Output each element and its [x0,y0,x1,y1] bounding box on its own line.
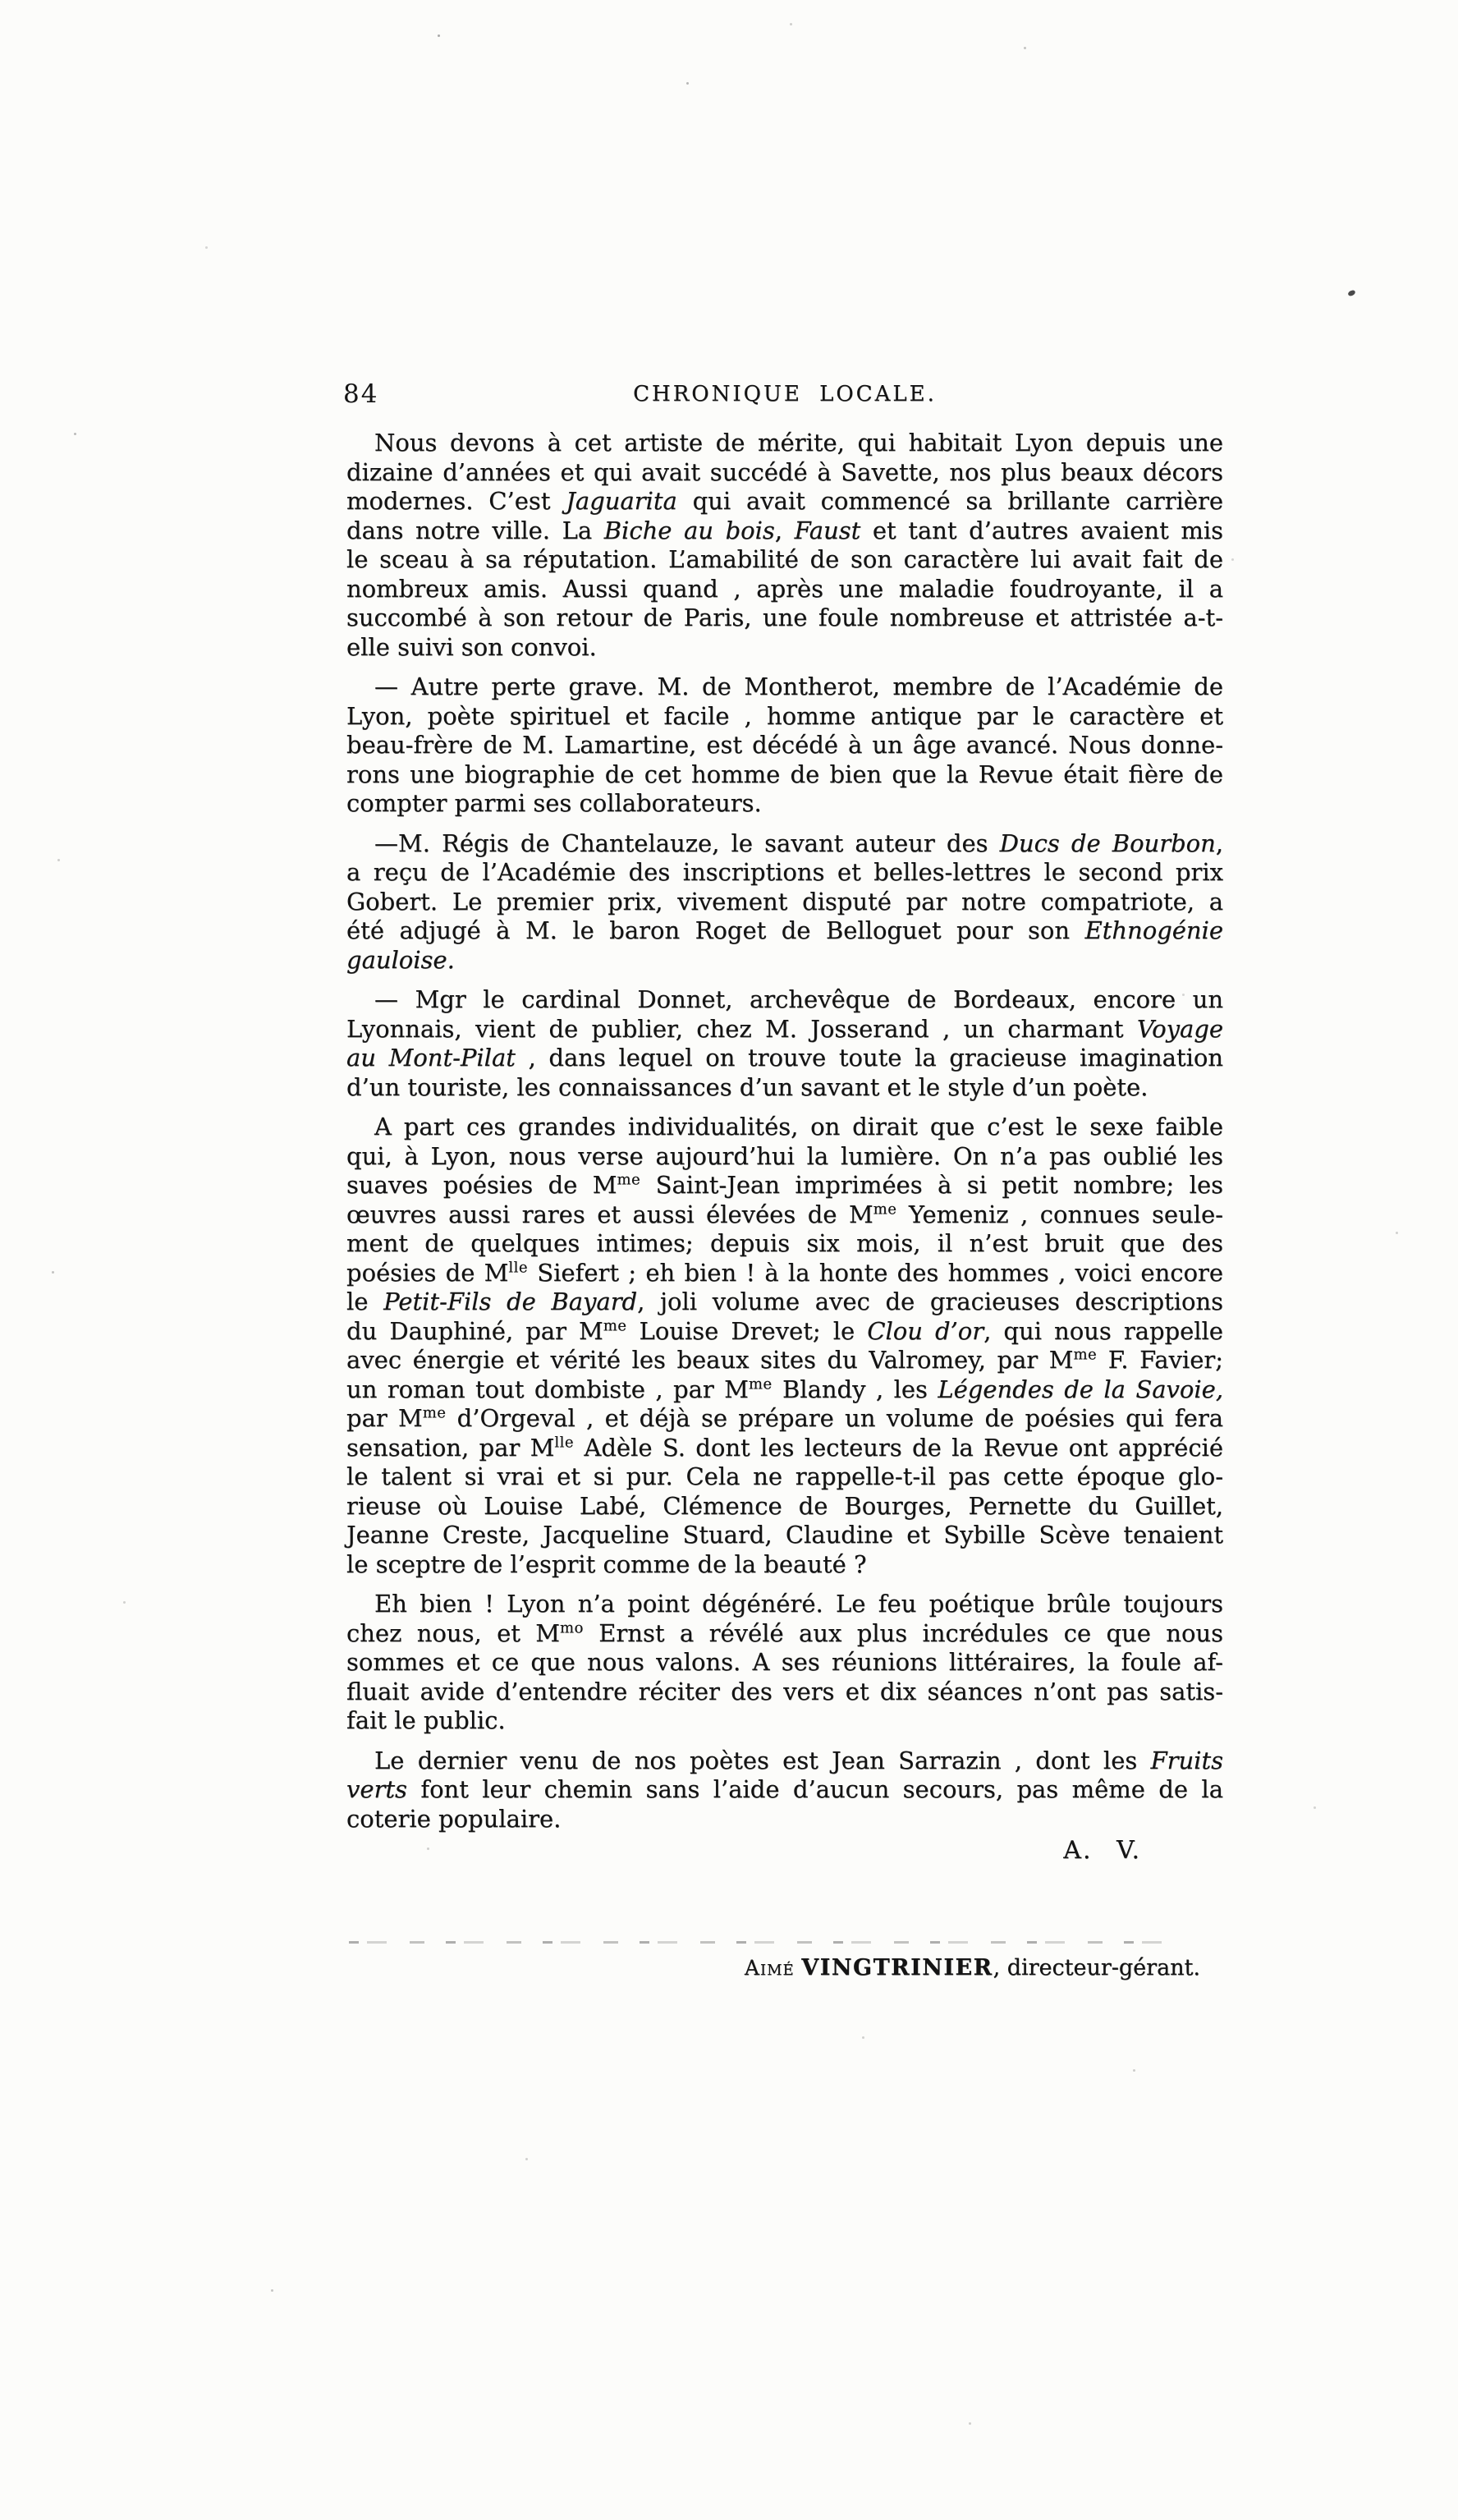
text-line [346,1462,1223,1492]
italic-text: Petit-Fils de Bayard [383,1288,638,1315]
text-segment: , [774,516,795,544]
imprint-line [346,1954,1223,1982]
editor-last-name: VINGTRINIER [801,1955,993,1981]
text-segment: fait le public. [346,1706,506,1734]
text-segment: — Mgr le cardinal Donnet, archevêque de Bordeaux, encore un [374,985,1223,1013]
text-line [346,1288,1223,1317]
text-segment: elle suivi son convoi. [346,632,597,661]
italic-text: Voyage [1136,1014,1223,1043]
page-title: CHRONIQUE LOCALE. [633,382,937,406]
text-segment: coterie populaire. [346,1804,562,1833]
paragraph [346,829,1223,975]
text-line [346,1317,1223,1347]
paragraph [346,672,1223,819]
text-line [346,1805,1223,1834]
text-line [346,1171,1223,1200]
text-segment: Eh bien ! Lyon n’a point dégénéré. Le feu poétique brûle toujours [374,1590,1223,1618]
text-line [346,1229,1223,1259]
text-segment: nombreux amis. Aussi quand , après une maladie foudroyante, il a [346,574,1223,603]
text-line [346,575,1223,604]
italic-text: Ducs de Bourbon [999,829,1216,857]
text-line [346,487,1223,516]
italic-text: gauloise. [346,945,455,974]
text-line [346,429,1223,458]
text-segment: modernes. C’est [346,487,566,515]
text-segment: été adjugé à M. le baron Roget de Belloguet pour son [346,916,1085,944]
text-segment: sommes et ce que nous valons. A ses réunions littéraires, la foule af- [346,1648,1223,1676]
text-segment: Saint-Jean imprimées à si petit nombre; les [640,1171,1223,1199]
text-segment: qui, à Lyon, nous verse aujourd’hui la lumière. On n’a pas oublié les [346,1141,1223,1170]
superscript-text: me [422,1404,447,1422]
italic-text: Faust [794,516,861,544]
text-segment: A part ces grandes individualités, on dirait que c’est le sexe faible [374,1113,1223,1141]
superscript-text: me [603,1316,627,1334]
text-segment: Gobert. Le premier prix, vivement disputé par notre compatriote, a [346,887,1223,916]
italic-text: au Mont-Pilat [346,1044,516,1072]
text-segment: , joli volume avec de gracieuses descriptions [637,1288,1223,1315]
text-line [346,1648,1223,1678]
superscript-text: me [1073,1346,1098,1364]
text-line [346,916,1223,946]
text-segment: par M [346,1404,423,1432]
text-segment: Yemeniz , connues seule- [896,1200,1223,1228]
italic-text: verts [346,1775,407,1803]
italic-text: Clou d’or [867,1316,984,1345]
superscript-text: mo [559,1618,584,1636]
text-segment: succombé à son retour de Paris, une foule nombreuse et attristée a-t- [346,604,1223,631]
text-segment: un roman tout dombiste , par M [346,1375,749,1403]
text-segment: , dans lequel on trouve toute la gracieuse imagination [515,1044,1223,1072]
superscript-text: me [748,1375,773,1393]
editor-role: , directeur-gérant. [993,1955,1200,1981]
text-segment: —M. Régis de Chantelauze, le savant auteur des [374,829,1000,857]
text-line [346,702,1223,732]
text-segment: dans notre ville. La [346,516,604,544]
text-line [346,829,1223,859]
text-segment: Jeanne Creste, Jacqueline Stuard, Claudine et Sybille Scève tenaient [346,1521,1223,1549]
text-segment: rieuse où Louise Labé, Clémence de Bourges, Pernette du Guillet, [346,1491,1223,1520]
text-segment: sensation, par M [346,1433,555,1462]
superscript-text: lle [508,1258,529,1276]
text-segment: — Autre perte grave. M. de Montherot, membre de l’Académie de [374,672,1223,700]
article-body [346,429,1223,1844]
text-segment: font leur chemin sans l’aide d’aucun secours, pas même de la [406,1775,1223,1803]
italic-text: Jaguarita [566,487,677,515]
scan-specks [0,0,2,2]
text-line [346,1015,1223,1044]
text-segment: , qui nous rappelle [983,1316,1223,1345]
italic-text: Biche au bois [603,516,775,544]
text-segment: qui avait commencé sa brillante carrière [676,487,1223,515]
text-line [346,1200,1223,1230]
italic-text: Légendes de la Savoie, [938,1375,1223,1403]
text-segment: dizaine d’années et qui avait succédé à Savette, nos plus beaux décors [346,457,1223,486]
text-segment: le talent si vrai et si pur. Cela ne rappelle-t-il pas cette époque glo- [346,1462,1223,1490]
text-line [346,1706,1223,1736]
text-segment: Blandy , les [772,1375,938,1403]
text-segment: le sceptre de l’esprit comme de la beauté ? [346,1549,867,1578]
text-segment: F. Favier; [1097,1346,1223,1374]
ink-mark [1347,290,1356,297]
text-line [346,672,1223,702]
text-segment: et tant d’autres avaient mis [860,516,1223,544]
text-line [346,1678,1223,1707]
text-segment: chez nous, et M [346,1618,560,1647]
text-segment: ment de quelques intimes; depuis six mois, il n’est bruit que des [346,1229,1223,1257]
text-line [346,888,1223,917]
text-segment: , [1215,829,1223,857]
text-segment: Le dernier venu de nos poètes est Jean Sarrazin , dont les [374,1746,1151,1774]
separator-rule [349,1941,1180,1944]
paragraph [346,1113,1223,1579]
text-line [346,985,1223,1015]
author-initials: A. V. [1063,1836,1141,1865]
text-line [346,789,1223,819]
paragraph [346,429,1223,662]
text-segment: Lyon, poète spirituel et facile , homme antique par le caractère et [346,701,1223,730]
page-number: 84 [343,379,379,409]
editor-first-name: Aimé [744,1956,795,1980]
text-segment: le [346,1288,384,1315]
text-segment: du Dauphiné, par M [346,1316,603,1345]
running-head [343,379,1223,409]
text-line [346,1619,1223,1649]
text-line [346,1434,1223,1463]
text-segment: d’Orgeval , et déjà se prépare un volume de poésies qui fera [446,1404,1223,1432]
text-segment: suaves poésies de M [346,1171,617,1199]
text-segment: compter parmi ses collaborateurs. [346,789,762,817]
text-line [346,1259,1223,1288]
text-line [346,1142,1223,1172]
text-segment: poésies de M [346,1258,509,1287]
text-line [346,1375,1223,1405]
text-line [346,760,1223,790]
text-segment: Ernst a révélé aux plus incrédules ce que nous [583,1618,1223,1647]
text-segment: fluait avide d’entendre réciter des vers et dix séances n’ont pas satis- [346,1677,1223,1705]
text-line [346,545,1223,575]
text-segment: a reçu de l’Académie des inscriptions et belles-lettres le second prix [346,858,1223,886]
text-line [346,946,1223,975]
text-line [346,858,1223,888]
text-line [346,1073,1223,1103]
text-line [346,1492,1223,1522]
text-line [346,633,1223,663]
paragraph [346,1590,1223,1736]
text-line [346,604,1223,633]
paragraph [346,985,1223,1102]
superscript-text: me [617,1171,641,1189]
text-line [346,1044,1223,1073]
text-line [346,731,1223,760]
superscript-text: me [873,1200,897,1218]
italic-text: Ethnogénie [1084,916,1223,944]
text-line [346,516,1223,546]
text-segment: rons une biographie de cet homme de bien que la Revue était fière de [346,760,1223,788]
text-line [346,1404,1223,1434]
text-segment: Lyonnais, vient de publier, chez M. Josserand , un charmant [346,1014,1137,1043]
text-line [346,1747,1223,1776]
text-segment: le sceau à sa réputation. L’amabilité de son caractère lui avait fait de [346,545,1223,573]
text-segment: Nous devons à cet artiste de mérite, qui habitait Lyon depuis une [374,429,1223,457]
text-line [346,1775,1223,1805]
text-line [346,1550,1223,1580]
text-line [346,1346,1223,1375]
text-line [346,1521,1223,1550]
text-line [346,458,1223,488]
superscript-text: lle [554,1433,574,1451]
text-segment: Louise Drevet; le [626,1316,868,1345]
text-segment: d’un touriste, les connaissances d’un savant et le style d’un poète. [346,1072,1149,1101]
text-segment: beau-frère de M. Lamartine, est décédé à un âge avancé. Nous donne- [346,731,1223,759]
text-segment: Adèle S. dont les lecteurs de la Revue ont apprécié [574,1433,1223,1462]
text-segment: œuvres aussi rares et aussi élevées de M [346,1200,873,1228]
italic-text: Fruits [1150,1746,1223,1774]
text-segment: avec énergie et vérité les beaux sites du Valromey, par M [346,1346,1074,1374]
text-line [346,1113,1223,1142]
text-segment: Siefert ; eh bien ! à la honte des hommes , voici encore [528,1258,1223,1287]
paragraph [346,1747,1223,1834]
text-line [346,1590,1223,1619]
